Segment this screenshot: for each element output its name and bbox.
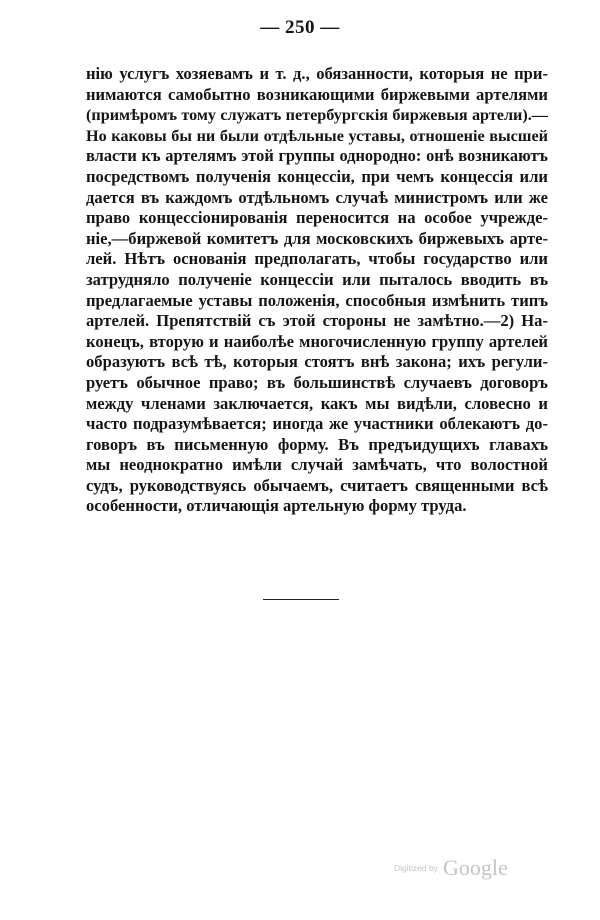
- body-text: [86, 64, 548, 517]
- text-line: нію услугъ хозяевамъ и т. д., обязанности, которыя не при-: [86, 64, 548, 83]
- text-line: посредствомъ полученія концессіи, при чемъ концессія или: [86, 166, 548, 186]
- google-watermark: [394, 855, 508, 881]
- text-line: образуютъ всѣ тѣ, которыя стоятъ внѣ закона; ихъ регули-: [86, 352, 548, 372]
- text-line: затрудняло полученіе концессіи или пыталось вводить въ: [86, 269, 548, 289]
- text-line: между членами заключается, какъ мы видѣли, словесно и: [86, 393, 548, 413]
- text-line: судъ, руководствуясь обычаемъ, считаетъ священными всѣ: [86, 475, 548, 495]
- text-line: говоръ въ письменную форму. Въ предъидущихъ главахъ: [86, 434, 548, 454]
- text-line: дается въ каждомъ отдѣльномъ случаѣ министромъ или же: [86, 187, 548, 207]
- watermark-prefix: Digitized by: [394, 863, 438, 873]
- text-line: Но каковы бы ни были отдѣльные уставы, отношеніе высшей: [86, 126, 548, 145]
- text-line: нимаются самобытно возникающими биржевыми артелями: [86, 84, 548, 104]
- text-line: лей. Нѣтъ основанія предполагать, чтобы государство или: [86, 249, 548, 269]
- text-line: (примѣромъ тому служатъ петербургскія биржевыя артели).—: [86, 106, 548, 125]
- text-line: предлагаемые уставы положенія, способныя измѣнить типъ: [86, 290, 548, 310]
- text-line: руетъ обычное право; въ большинствѣ случаевъ договоръ: [86, 372, 548, 392]
- text-line: право концессіонированія переносится на особое учрежде-: [86, 208, 548, 228]
- text-line: часто подразумѣвается; иногда же участники облекаютъ до-: [86, 414, 548, 434]
- text-line: особенности, отличающія артельную форму труда.: [86, 496, 467, 516]
- watermark-brand: Google: [443, 855, 508, 880]
- page-number: — 250 —: [260, 17, 340, 38]
- section-divider: [263, 599, 339, 600]
- text-line: конецъ, вторую и наиболѣе многочисленную группу артелей: [86, 331, 548, 351]
- text-line: мы неоднократно имѣли случай замѣчать, что волостной: [86, 455, 548, 475]
- text-line: артелей. Препятствій съ этой стороны не замѣтно.—2) На-: [86, 311, 548, 331]
- text-line: ніе,—биржевой комитетъ для московскихъ биржевыхъ арте-: [86, 228, 548, 248]
- text-line: власти къ артелямъ этой группы однородно: онѣ возникаютъ: [86, 146, 548, 166]
